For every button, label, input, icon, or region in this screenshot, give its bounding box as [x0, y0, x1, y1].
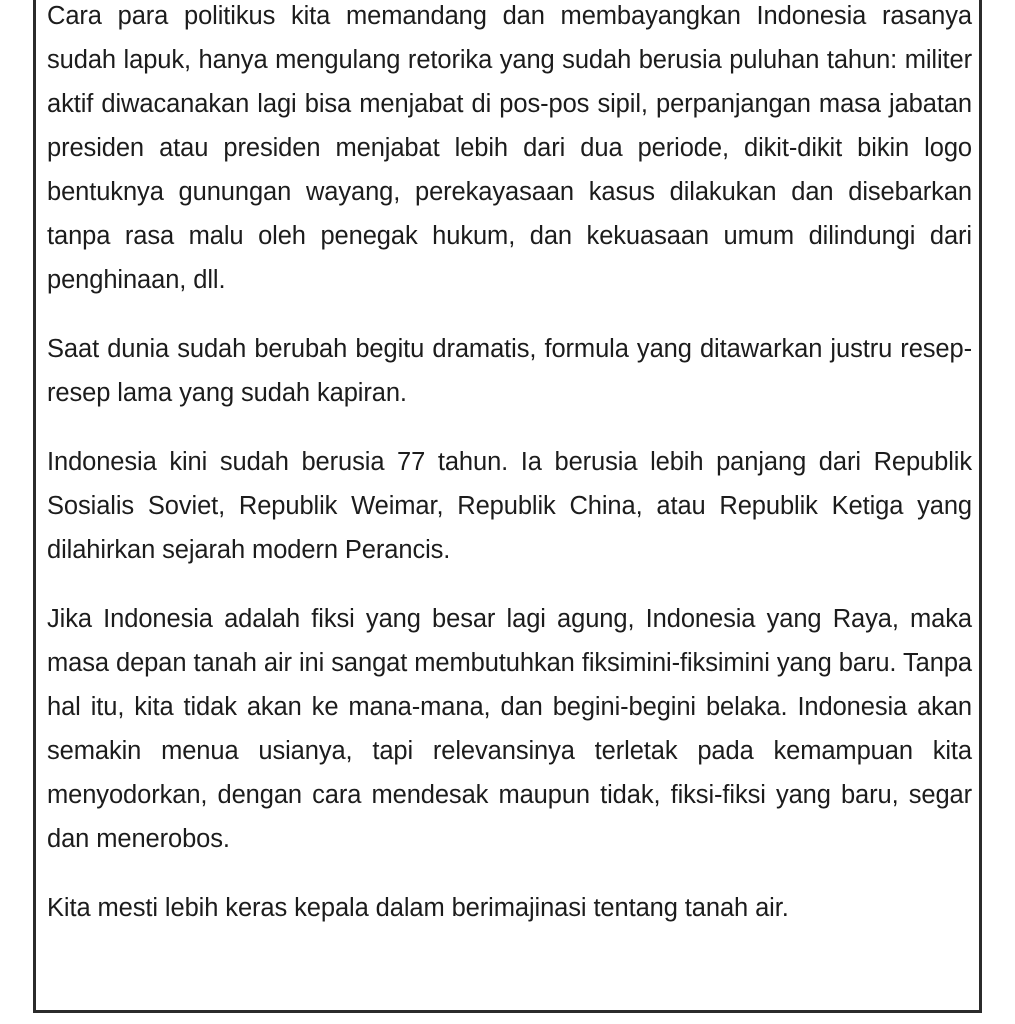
paragraph-4: Jika Indonesia adalah fiksi yang besar lagi agung, Indonesia yang Raya, maka masa depan tanah air ini sangat membutuhkan fiksimini-fiksimini yang baru. Tanpa hal itu, kita tidak akan ke mana-mana, dan begini-begini belaka. Indonesia akan semakin menua usianya, tapi relevansinya terletak pada kemampuan kita menyodorkan, dengan cara mendesak maupun tidak, fiksi-fiksi yang baru, segar dan menerobos. — [47, 605, 972, 853]
paragraph-3: Indonesia kini sudah berusia 77 tahun. Ia berusia lebih panjang dari Republik Sosialis Soviet, Republik Weimar, Republik China, atau Republik Ketiga yang dilahirkan sejarah modern Perancis. — [47, 448, 972, 564]
paragraph-5: Kita mesti lebih keras kepala dalam berimajinasi tentang tanah air. — [47, 894, 789, 922]
paragraph-1: Cara para politikus kita memandang dan membayangkan Indonesia rasanya sudah lapuk, hanya mengulang retorika yang sudah berusia puluhan tahun: militer aktif diwacanakan lagi bisa menjabat di pos-pos sipil, perpanjangan masa jabatan presiden atau presiden menjabat lebih dari dua periode, dikit-dikit bikin logo bentuknya gunungan wayang, perekayasaan kasus dilakukan dan disebarkan tanpa rasa malu oleh penegak hukum, dan kekuasaan umum dilindungi dari penghinaan, dll. — [47, 2, 972, 294]
article-text-body — [47, 0, 972, 930]
document-page-frame — [33, 0, 982, 1013]
paragraph-2: Saat dunia sudah berubah begitu dramatis, formula yang ditawarkan justru resep-resep lama yang sudah kapiran. — [47, 335, 972, 407]
